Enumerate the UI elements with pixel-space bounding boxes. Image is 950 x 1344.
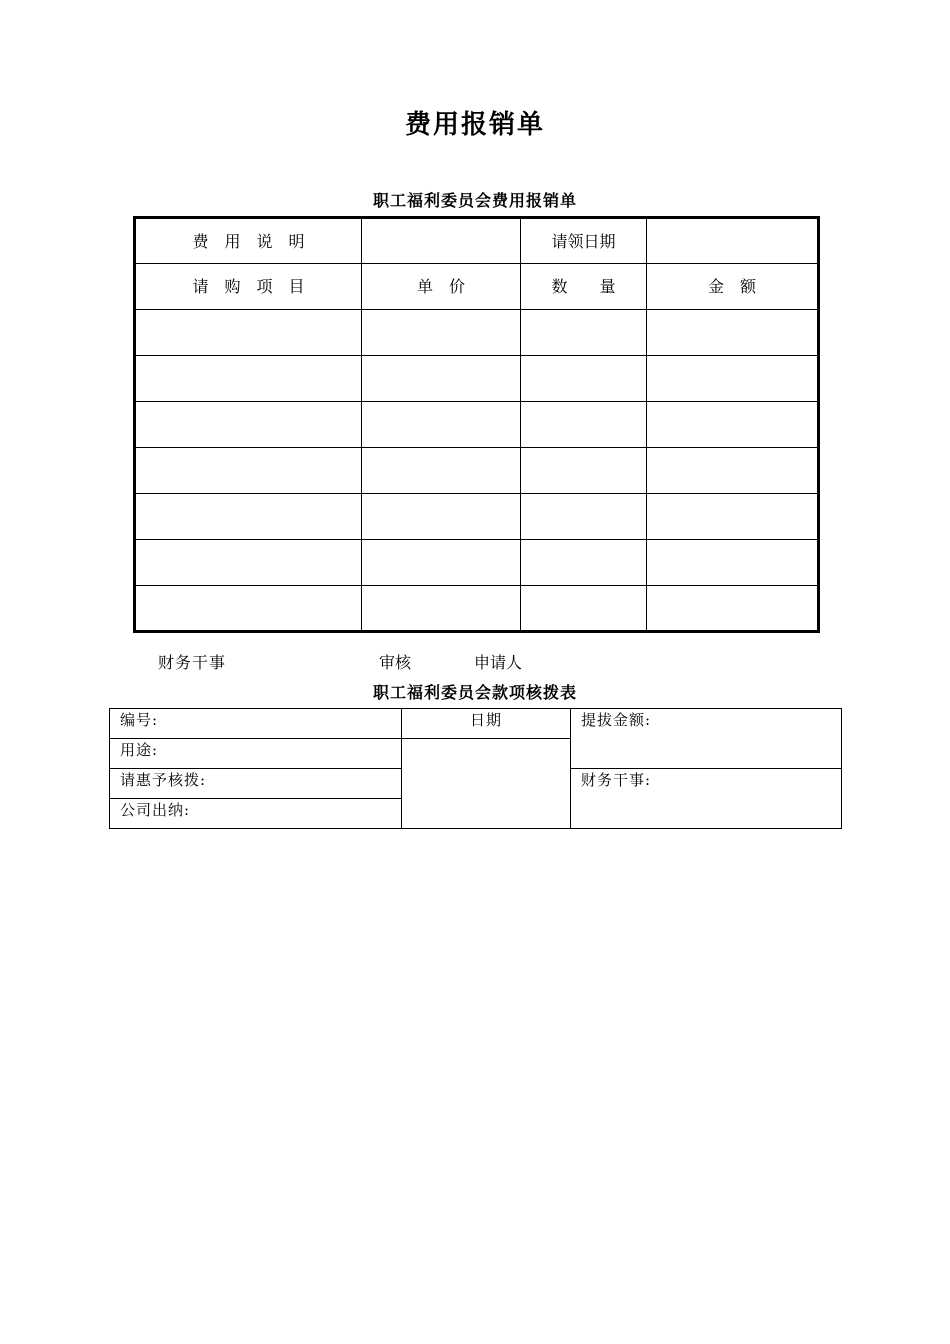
table-row [135, 310, 819, 356]
unit-price-cell[interactable] [362, 310, 521, 356]
item-cell[interactable] [135, 540, 362, 586]
description-row [135, 218, 819, 264]
item-cell[interactable] [135, 402, 362, 448]
item-cell[interactable] [135, 310, 362, 356]
unit-price-cell[interactable] [362, 356, 521, 402]
approval-form-title: 职工福利委员会款项核拨表 [372, 683, 577, 702]
table-row [135, 356, 819, 402]
unit-price-cell[interactable] [362, 494, 521, 540]
quantity-cell[interactable] [521, 402, 647, 448]
number-field[interactable]: 编号: [110, 709, 402, 739]
quantity-cell[interactable] [521, 586, 647, 632]
table-row [135, 402, 819, 448]
table-row [135, 540, 819, 586]
finance-officer-signature-label: 财务干事 [158, 653, 227, 672]
table-row [135, 586, 819, 632]
description-label: 费 用 说 明 [135, 218, 362, 264]
column-header-quantity: 数 量 [521, 264, 647, 310]
quantity-cell[interactable] [521, 448, 647, 494]
cashier-field[interactable]: 公司出纳: [110, 799, 402, 829]
request-date-label: 请领日期 [521, 218, 647, 264]
amount-cell[interactable] [647, 586, 819, 632]
item-cell[interactable] [135, 586, 362, 632]
amount-cell[interactable] [647, 402, 819, 448]
amount-cell[interactable] [647, 540, 819, 586]
quantity-cell[interactable] [521, 310, 647, 356]
quantity-cell[interactable] [521, 540, 647, 586]
request-approval-field[interactable]: 请惠予核拨: [110, 769, 402, 799]
unit-price-cell[interactable] [362, 586, 521, 632]
unit-price-cell[interactable] [362, 540, 521, 586]
reimbursement-table [133, 216, 820, 633]
reimbursement-form-title: 职工福利委员会费用报销单 [372, 191, 577, 210]
quantity-cell[interactable] [521, 494, 647, 540]
unit-price-cell[interactable] [362, 448, 521, 494]
finance-officer-field[interactable]: 财务干事: [571, 769, 842, 829]
table-row [135, 448, 819, 494]
column-header-amount: 金 额 [647, 264, 819, 310]
quantity-cell[interactable] [521, 356, 647, 402]
column-header-unit-price: 单 价 [362, 264, 521, 310]
description-field[interactable] [362, 218, 521, 264]
column-header-item: 请 购 项 目 [135, 264, 362, 310]
applicant-signature-label: 申请人 [474, 653, 523, 672]
item-cell[interactable] [135, 356, 362, 402]
amount-cell[interactable] [647, 494, 819, 540]
approval-table [109, 708, 842, 829]
column-header-row [135, 264, 819, 310]
amount-cell[interactable] [647, 448, 819, 494]
reviewer-signature-label: 审核 [379, 653, 412, 672]
table-row [135, 494, 819, 540]
item-cell[interactable] [135, 448, 362, 494]
amount-cell[interactable] [647, 356, 819, 402]
date-label: 日期 [402, 709, 571, 739]
unit-price-cell[interactable] [362, 402, 521, 448]
purpose-field[interactable]: 用途: [110, 739, 402, 769]
item-cell[interactable] [135, 494, 362, 540]
page-title: 费用报销单 [404, 110, 545, 140]
date-field[interactable] [402, 739, 571, 829]
request-date-field[interactable] [647, 218, 819, 264]
amount-field[interactable]: 提拔金额: [571, 709, 842, 769]
amount-cell[interactable] [647, 310, 819, 356]
